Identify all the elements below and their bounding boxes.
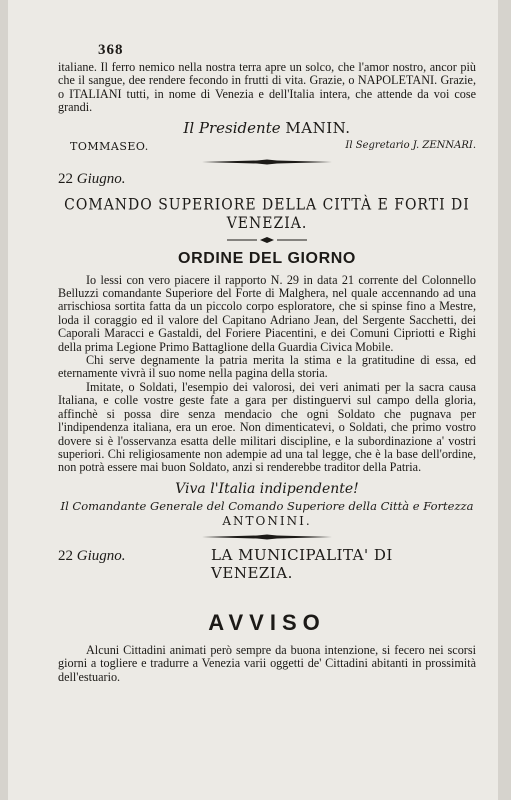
- notice-title: AVVISO: [208, 609, 326, 635]
- order-paragraph-3: Imitate, o Soldati, l'esempio dei valorosi, dei veri animati per la sacra causa Italiana, e colle vostre geste fate a gara per distinguervi sul campo della gloria, affinchè si possa dire senza mendacio che ogni Soldato che pugnava per l'indipendenza italiana, era un eroe. Non dimenticatevi, o Soldati, che primo vostro dovere si è l'osservanza esatta delle militari discipline, e la subordinazione a' vostri superiori. Chi religiosamente non adempie ad una tal legge, che è la base dell'ordine, non potrà essere mai buon Soldato, anzi si renderebbe traditor della Patria.: [58, 379, 476, 475]
- order-title: ORDINE DEL GIORNO: [178, 249, 356, 267]
- president-name: MANIN.: [285, 118, 351, 137]
- thick-rule-ornament: [202, 159, 332, 165]
- viva-line: Viva l'Italia indipendente!: [175, 480, 359, 497]
- page-number: 368: [98, 42, 124, 58]
- ornament-rule: [58, 236, 476, 244]
- president-signature: [58, 119, 476, 137]
- president-prefix: Il Presidente: [183, 118, 281, 137]
- thick-rule-2-ornament: [202, 534, 332, 540]
- opening-paragraph: italiane. Il ferro nemico nella nostra terra apre un solco, che l'amor nostro, ancor più che il sangue, dee rendere fecondo in frutti di vita. Grazie, o NAPOLETANI. Grazie, o ITALIANI tutti, in nome di Venezia e dell'Italia intera, che attende da voi cose grandi.: [58, 60, 476, 115]
- thick-rule-2: [58, 534, 476, 540]
- commander-title: Il Comandante Generale del Comando Superiore della Città e Fortezza: [60, 498, 474, 513]
- thick-rule: [58, 159, 476, 165]
- section1-date-month: Giugno.: [76, 170, 126, 187]
- signatories-row: [58, 140, 476, 153]
- ornament-rule-graphic: [227, 236, 307, 244]
- section2-date-day: 22: [58, 547, 73, 564]
- section2-date: [58, 548, 191, 565]
- section2-heading-row: [58, 546, 476, 582]
- section1-date: [58, 171, 476, 188]
- signatory-right: Il Segretario J. ZENNARI.: [345, 139, 476, 151]
- page-content: [58, 42, 476, 684]
- signatory-left: TOMMASEO.: [70, 139, 149, 153]
- order-paragraph-2: Chi serve degnamente la patria merita la stima e la gratitudine di essa, ed eternamente vivrà il suo nome nella pagina della storia.: [58, 353, 476, 381]
- order-paragraph-1: Io lessi con vero piacere il rapporto N. 29 in data 21 corrente del Colonnello Belluzzi comandante Superiore del Forte di Malghera, nel quale accennando ad una arrischiosa sortita fatta da un piccolo corpo esploratore, che si spinse fino a Mestre, loda il coraggio ed il valore del Capitano Adriano Jean, del Sergente Sacchetti, dei Caporali Maracci e Gastaldi, del Foriere Piacentini, e dei Comuni Cipriotti e Righi della prima Legione Primo Battaglione della Guardia Civica Mobile.: [58, 272, 476, 354]
- section1-date-day: 22: [58, 170, 73, 187]
- notice-paragraph: Alcuni Cittadini animati però sempre da buona intenzione, si fecero nei scorsi giorni a togliere e tradurre a Venezia varii oggetti de' Cittadini abitanti in prossimità dell'estuario.: [58, 642, 476, 684]
- municipality-title: LA MUNICIPALITA' DI VENEZIA.: [211, 545, 393, 582]
- book-page: [8, 0, 498, 800]
- command-title: COMANDO SUPERIORE DELLA CITTÀ E FORTI DI VENEZIA.: [64, 195, 470, 233]
- section2-date-month: Giugno.: [76, 547, 126, 564]
- commander-name: ANTONINI.: [222, 513, 312, 528]
